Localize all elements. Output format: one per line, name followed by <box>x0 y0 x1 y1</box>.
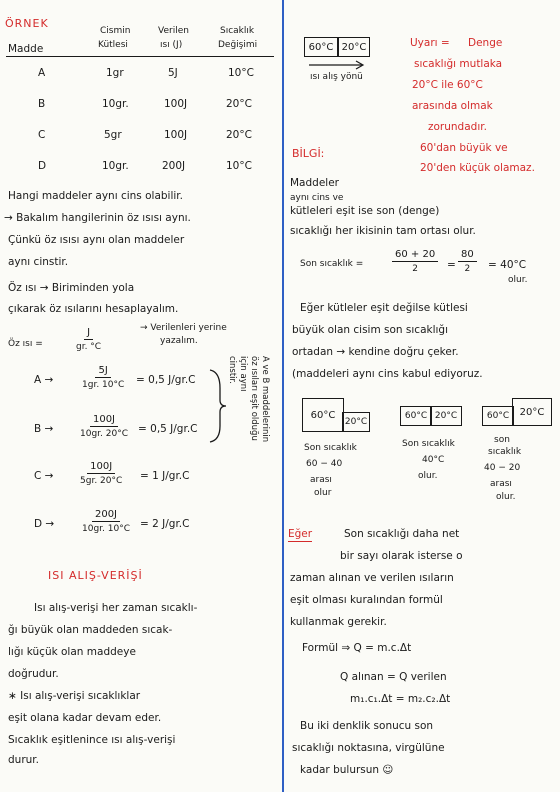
case-caption: olur. <box>496 492 516 502</box>
header-temp-1: Sıcaklık <box>220 26 255 36</box>
warning-line: zorundadır. <box>428 121 487 133</box>
calc-num: 200J <box>92 509 120 522</box>
formula-lhs: Öz ısı = <box>8 339 43 349</box>
unit-intro-line: çıkarak öz ısılarını hesaplayalım. <box>8 303 179 315</box>
header-heat-1: Verilen <box>158 26 189 36</box>
diagram-right-box: 20°C <box>338 37 370 57</box>
info-line: Maddeler <box>290 177 339 189</box>
calc-label: A → <box>34 374 54 386</box>
calc-result: = 2 J/gr.C <box>140 518 190 530</box>
question-line: Çünkü öz ısısı aynı olan maddeler <box>8 234 185 246</box>
calc-fraction <box>80 414 128 439</box>
warning-label: Uyarı = <box>410 37 450 49</box>
row-heat: 200J <box>162 160 186 172</box>
net-eq1: Q alınan = Q verilen <box>340 671 447 683</box>
unequal-line: büyük olan cisim son sıcaklığı <box>292 324 448 336</box>
diagram-left-box: 60°C <box>304 37 338 57</box>
calc-result: = 0,5 J/gr.C <box>138 423 198 435</box>
row-temp: 10°C <box>228 67 254 79</box>
calc-num: 100J <box>90 414 118 427</box>
header-temp-2: Değişimi <box>218 40 258 50</box>
calc-den: 5gr. 20°C <box>80 476 123 486</box>
case-left-box: 60°C <box>400 406 432 426</box>
row-substance: A <box>38 67 46 79</box>
calc-fraction <box>82 365 124 390</box>
info-label: BİLGİ: <box>292 147 325 160</box>
info-num: 60 + 20 <box>392 249 438 262</box>
bracket-icon <box>208 368 228 444</box>
closing-line: sıcaklığı noktasına, virgülüne <box>292 742 445 754</box>
exchange-line: Isı alış-verişi her zaman sıcaklı- <box>34 602 198 614</box>
exchange-title: ISI ALIŞ-VERİŞİ <box>48 569 143 582</box>
info-example-result: = 40°C <box>488 259 527 271</box>
formula-note: → Verilenleri yerine <box>140 323 227 333</box>
case-caption: olur <box>314 488 332 498</box>
formula-note: yazalım. <box>160 336 198 346</box>
table-header-rule <box>6 56 274 57</box>
case-caption: 40 − 20 <box>484 463 521 473</box>
header-heat-2: ısı (J) <box>160 40 183 50</box>
calc-num: 5J <box>95 365 110 378</box>
unequal-line: (maddeleri aynı cins kabul ediyoruz. <box>292 368 483 380</box>
info-line: sıcaklığı her ikisinin tam ortası olur. <box>290 225 476 237</box>
side-note <box>226 356 270 442</box>
info-example-unit: olur. <box>508 275 528 285</box>
net-eq2: m₁.c₁.Δt = m₂.c₂.Δt <box>350 693 451 705</box>
info-den: 2 <box>464 264 471 274</box>
exchange-line: ∗ Isı alış-verişi sıcaklıklar <box>8 690 141 702</box>
row-heat: 100J <box>164 98 188 110</box>
case-left-box: 60°C <box>482 406 514 426</box>
calc-fraction <box>80 461 122 486</box>
formula-num: J <box>84 327 93 340</box>
center-divider <box>282 0 284 792</box>
question-line: aynı cinstir. <box>8 256 69 268</box>
exchange-line: eşit olana kadar devam eder. <box>8 712 162 724</box>
exchange-line: doğrudur. <box>8 668 59 680</box>
net-line: zaman alınan ve verilen ısıların <box>290 572 454 584</box>
exchange-line: durur. <box>8 754 39 766</box>
calc-den: 10gr. 20°C <box>80 429 128 439</box>
warning-line: Denge <box>468 37 503 49</box>
closing-line: kadar bulursun ☺ <box>300 764 394 776</box>
net-line: kullanmak gerekir. <box>290 616 387 628</box>
arrow-right-icon <box>308 60 366 70</box>
case-left-box: 60°C <box>302 398 344 432</box>
header-mass-1: Cismin <box>100 26 131 36</box>
row-temp: 10°C <box>226 160 252 172</box>
calc-result: = 1 J/gr.C <box>140 470 190 482</box>
closing-line: Bu iki denklik sonucu son <box>300 720 434 732</box>
exchange-line: Sıcaklık eşitlenince ısı alış-verişi <box>8 734 176 746</box>
case-caption: 40°C <box>422 455 445 465</box>
case-right-box: 20°C <box>512 398 552 426</box>
question-line: Hangi maddeler aynı cins olabilir. <box>8 190 183 202</box>
equals-sign: = <box>447 259 456 271</box>
warning-line: 20°C ile 60°C <box>412 79 483 91</box>
calc-result: = 0,5 J/gr.C <box>136 374 196 386</box>
row-heat: 100J <box>164 129 188 141</box>
case-caption: arası <box>490 479 512 489</box>
side-note-line: cinstir. <box>227 356 237 384</box>
info-num: 80 <box>458 249 477 262</box>
diagram-caption: ısı alış yönü <box>310 72 363 82</box>
case-caption: Son sıcaklık <box>402 439 455 449</box>
case-right-box: 20°C <box>430 406 462 426</box>
example-title: ÖRNEK <box>5 17 49 30</box>
row-substance: D <box>38 160 47 172</box>
row-mass: 10gr. <box>102 160 129 172</box>
formula-den: gr. °C <box>76 342 102 352</box>
case-caption: sıcaklık <box>488 447 522 457</box>
calc-label: B → <box>34 423 54 435</box>
row-substance: B <box>38 98 46 110</box>
row-temp: 20°C <box>226 129 252 141</box>
warning-line: sıcaklığı mutlaka <box>414 58 503 70</box>
header-mass-2: Kütlesi <box>98 40 128 50</box>
net-line: Son sıcaklığı daha net <box>344 528 460 540</box>
calc-den: 1gr. 10°C <box>82 380 125 390</box>
info-example-fraction <box>458 249 477 274</box>
question-line: → Bakalım hangilerinin öz ısısı aynı. <box>4 212 191 224</box>
net-line: bir sayı olarak isterse o <box>340 550 463 562</box>
unequal-line: Eğer kütleler eşit değilse kütlesi <box>300 302 468 314</box>
info-example-lhs: Son sıcaklık = <box>300 259 364 269</box>
exchange-line: ğı büyük olan maddeden sıcak- <box>8 624 173 636</box>
info-den: 2 <box>412 264 418 274</box>
row-mass: 5gr <box>104 129 122 141</box>
net-formula: Formül ⇒ Q = m.c.Δt <box>302 642 412 654</box>
info-line: aynı cins ve <box>290 193 344 203</box>
side-note-line: öz ısıları eşit olduğu <box>249 356 259 441</box>
info-line: kütleleri eşit ise son (denge) <box>290 205 440 217</box>
calc-label: D → <box>34 518 55 530</box>
info-example-fraction <box>392 249 438 274</box>
header-substance: Madde <box>8 43 44 55</box>
row-substance: C <box>38 129 46 141</box>
case-caption: olur. <box>418 471 438 481</box>
warning-line: 60'dan büyük ve <box>420 142 508 154</box>
net-line: eşit olması kuralından formül <box>290 594 443 606</box>
case-caption: arası <box>310 475 332 485</box>
case-right-box: 20°C <box>342 412 370 432</box>
case-caption: Son sıcaklık <box>304 443 357 453</box>
calc-fraction <box>82 509 130 534</box>
calc-den: 10gr. 10°C <box>82 524 130 534</box>
net-label: Eğer <box>288 528 313 540</box>
exchange-line: lığı küçük olan maddeye <box>8 646 136 658</box>
unit-intro-line: Öz ısı → Biriminden yola <box>8 282 135 294</box>
unequal-line: ortadan → kendine doğru çeker. <box>292 346 459 358</box>
side-note-line: A ve B maddelerinin <box>260 356 270 443</box>
side-note-line: için aynı <box>238 356 248 392</box>
row-heat: 5J <box>168 67 178 79</box>
warning-line: 20'den küçük olamaz. <box>420 162 535 174</box>
row-temp: 20°C <box>226 98 252 110</box>
warning-line: arasında olmak <box>412 100 493 112</box>
formula-fraction <box>76 327 101 352</box>
row-mass: 10gr. <box>102 98 129 110</box>
case-caption: son <box>494 435 510 445</box>
case-caption: 60 − 40 <box>306 459 343 469</box>
calc-label: C → <box>34 470 54 482</box>
calc-num: 100J <box>87 461 115 474</box>
row-mass: 1gr <box>106 67 124 79</box>
